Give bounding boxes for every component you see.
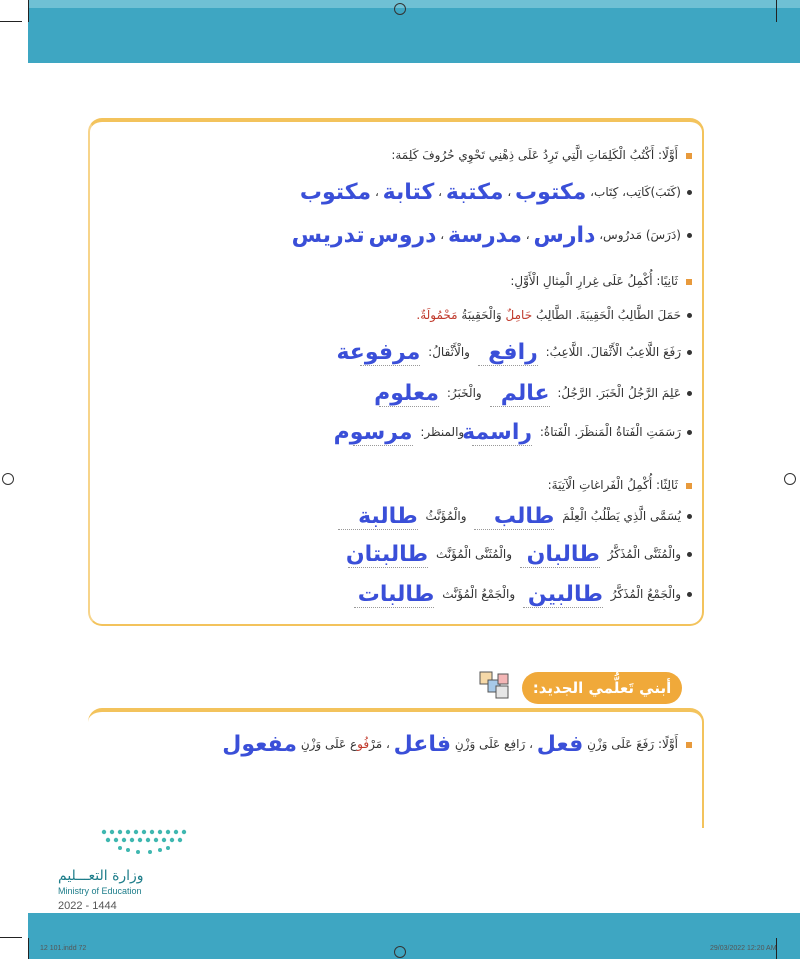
registration-mark-icon — [394, 946, 406, 958]
square-bullet-icon — [686, 279, 692, 285]
print-date: 29/03/2022 12:20 AM — [710, 945, 777, 952]
bullet-icon — [687, 350, 692, 355]
handwritten-answer: مفعول — [222, 732, 297, 757]
square-bullet-icon — [686, 153, 692, 159]
handwritten-answer: كتابة — [382, 180, 435, 205]
handwritten-answer: رافع — [488, 340, 538, 365]
crop-mark — [28, 0, 29, 22]
handwritten-answer: مكتوب — [515, 180, 587, 205]
ministry-logo-icon — [98, 826, 192, 860]
header-band — [28, 0, 800, 63]
registration-mark-icon — [394, 3, 406, 15]
ministry-name-arabic: وزارة التعـــليم — [58, 868, 144, 884]
square-bullet-icon — [686, 742, 692, 748]
bullet-icon — [687, 391, 692, 396]
handwritten-answer: مكتبة — [445, 180, 504, 205]
crop-mark — [776, 0, 777, 22]
bullet-icon — [687, 514, 692, 519]
section3-heading: ثَالِثًا: أُكْمِلُ الْفَراغاتِ الْآتِيَةَ: — [548, 478, 692, 492]
section2-row: عَلِمَ الرَّجُلُ الْخَبَرَ. الرَّجُلُ: عالم والْخَبَرُ: معلوم — [375, 381, 692, 407]
bullet-icon — [687, 430, 692, 435]
bullet-icon — [687, 552, 692, 557]
crop-mark — [28, 938, 29, 959]
handwritten-answer: دارس — [533, 223, 596, 248]
handwritten-answer: عالم — [500, 381, 550, 406]
handwritten-answer: فاعل — [393, 732, 452, 757]
edition-year: 2022 - 1444 — [58, 900, 117, 912]
section1-heading: أَوَّلًا: أَكْتُبُ الْكَلِمَاتِ الَّتِي تَرِدُ عَلَى ذِهْنِي تَحْوِي حُرُوفَ كَلِمَة: — [391, 148, 692, 162]
handwritten-answer: مدرسة — [448, 223, 522, 248]
section1-row1: (كَتَبَ)كَاتِب، كِتَاب، مكتوب ، مكتبة ، كتابة ، مكتوب — [300, 180, 692, 205]
blocks-icon — [478, 668, 512, 702]
bullet-icon — [687, 233, 692, 238]
handwritten-answer: طالبات — [357, 582, 435, 607]
handwritten-answer: طالبان — [526, 542, 600, 567]
section2-heading: ثَانِيًا: أُكْمِلُ عَلَى غِرارِ الْمِثالِ الْأَوَّلِ: — [510, 274, 692, 288]
square-bullet-icon — [686, 483, 692, 489]
section1-row2: (دَرَسَ) مَدرُوس، دارس ، مدرسة ، دروس تدريس — [292, 223, 692, 248]
handwritten-answer: مكتوب — [299, 180, 372, 205]
section3-row: والْمُثَنَّى الْمُذَكَّرُ طالبان والْمُثَنَّى الْمُؤَنَّث طالبتان — [344, 542, 692, 568]
registration-mark-icon — [2, 473, 14, 485]
section2-row: رَفَعَ اللَّاعِبُ الْأَثْقالَ. اللَّاعِبُ: رافع والْأَثْقالُ: مرفوعة — [356, 340, 692, 366]
section4-row: أَوَّلًا: رَفَعَ عَلَى وَزْنِ فعل ، رَافِع عَلَى وَزْنِ فاعل ، مَرْفُوع عَلَى وَزْنِ مفعول — [222, 732, 692, 757]
handwritten-answer: مرفوعة — [336, 340, 421, 365]
page-number: ٧٢ — [700, 892, 719, 910]
footer-band — [28, 913, 800, 959]
crop-mark — [0, 937, 22, 938]
section2-example: حَمَلَ الطَّالِبُ الْحَقِيبَةَ. الطَّالِبُ حَامِلٌ وَالْحَقِيبَةُ مَحْمُولَةٌ. — [416, 308, 692, 322]
handwritten-answer: طالبة — [358, 504, 418, 529]
print-file-name: 12 101.indd 72 — [40, 945, 87, 952]
handwritten-answer: طالبين — [527, 582, 603, 607]
handwritten-answer: تدريس — [291, 223, 365, 248]
bullet-icon — [687, 592, 692, 597]
registration-mark-icon — [784, 473, 796, 485]
ministry-name-english: Ministry of Education — [58, 886, 142, 896]
section3-row: يُسَمَّى الَّذِي يَطْلُبُ الْعِلْمَ طالب والْمُؤَنَّثُ طالبة — [334, 504, 692, 530]
handwritten-answer: راسمة — [462, 420, 533, 445]
handwritten-answer: طالب — [493, 504, 555, 529]
crop-mark — [0, 21, 22, 22]
handwritten-answer: طالبتان — [345, 542, 429, 567]
section-title-pill: أبني تَعلُّمي الجديد: — [522, 672, 682, 704]
bullet-icon — [687, 313, 692, 318]
handwritten-answer: فعل — [536, 732, 584, 757]
bullet-icon — [687, 190, 692, 195]
section2-row: رَسَمَتِ الْفَتاةُ الْمَنظَرَ. الْفَتاةُ: راسمة والمنظر: مرسوم — [349, 420, 692, 446]
section3-row: والْجَمْعُ الْمُذَكَّرُ طالبين والْجَمْعُ الْمُؤَنَّث طالبات — [350, 582, 692, 608]
handwritten-answer: دروس — [368, 223, 437, 248]
handwritten-answer: معلوم — [374, 381, 440, 406]
new-learning-card — [88, 708, 704, 828]
handwritten-answer: مرسوم — [333, 420, 413, 445]
header-band-highlight — [28, 0, 800, 8]
